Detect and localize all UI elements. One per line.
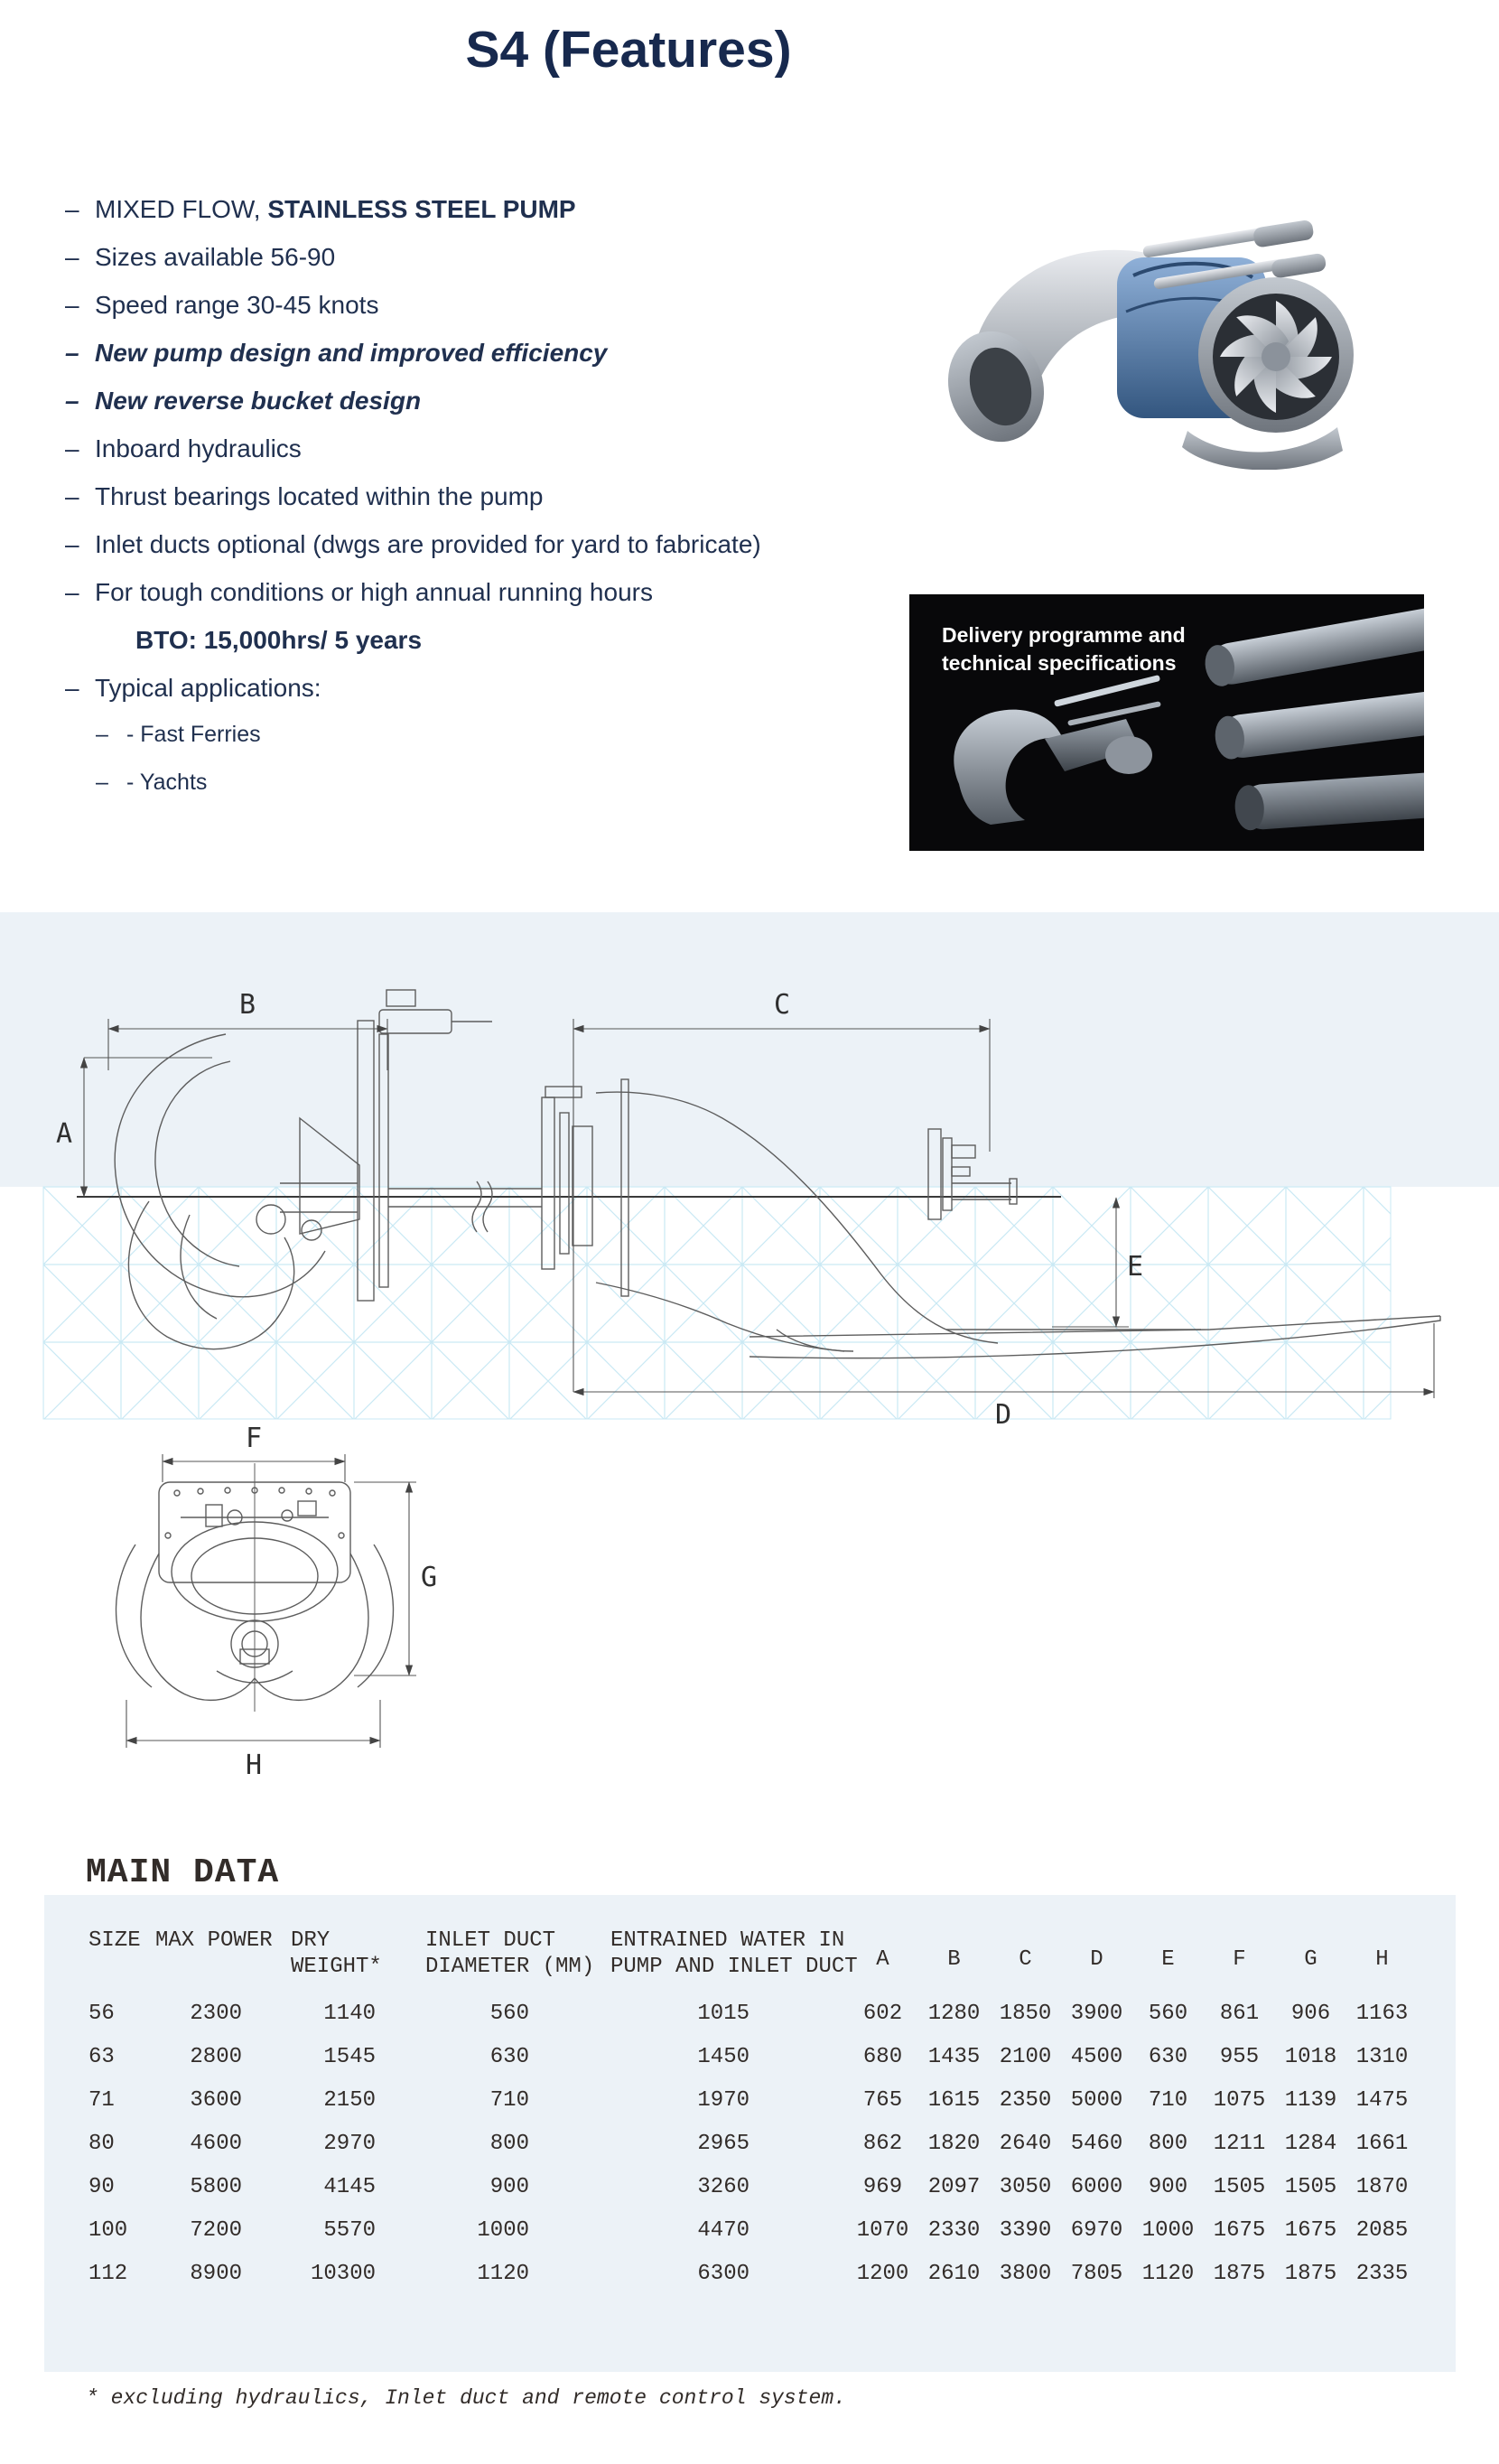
bullet-dash: – bbox=[65, 578, 79, 606]
feature-text: Typical applications: bbox=[95, 674, 321, 702]
list-item bbox=[0, 482, 867, 530]
table-cell: 2330 bbox=[927, 2218, 981, 2243]
table-cell: 3900 bbox=[1070, 2002, 1123, 2026]
transom-view-drawing bbox=[116, 1463, 394, 1712]
bullet-dash: – bbox=[65, 195, 79, 223]
bullet-dash: – bbox=[65, 339, 79, 367]
col-header-entrained-water: ENTRAINED WATER IN PUMP AND INLET DUCT bbox=[610, 1928, 858, 1979]
page-title: S4 (Features) bbox=[465, 21, 792, 79]
table-cell: 1000 bbox=[477, 2218, 529, 2243]
table-cell: 1970 bbox=[697, 2088, 750, 2113]
table-cell: 1675 bbox=[1213, 2218, 1266, 2243]
feature-text: Speed range 30-45 knots bbox=[95, 291, 379, 319]
table-cell: 1675 bbox=[1284, 2218, 1337, 2243]
feature-text: MIXED FLOW, STAINLESS STEEL PUMP bbox=[95, 195, 576, 223]
dim-label-e: E bbox=[1127, 1251, 1144, 1283]
table-footnote: * excluding hydraulics, Inlet duct and remote control system. bbox=[86, 2386, 846, 2410]
feature-text: Sizes available 56-90 bbox=[95, 243, 336, 271]
table-cell: 10300 bbox=[310, 2262, 376, 2286]
table-cell: 4145 bbox=[323, 2175, 376, 2199]
dim-label-a: A bbox=[56, 1118, 73, 1150]
table-cell: 2610 bbox=[927, 2262, 981, 2286]
table-cell: 630 bbox=[1148, 2045, 1188, 2069]
table-cell: 1139 bbox=[1284, 2088, 1337, 2113]
table-cell: 1284 bbox=[1284, 2132, 1337, 2156]
bullet-dash: – bbox=[65, 434, 79, 462]
table-row bbox=[86, 2166, 1418, 2209]
bullet-dash: – bbox=[96, 770, 108, 795]
dim-label-h: H bbox=[245, 1750, 263, 1779]
table-cell: 1870 bbox=[1355, 2175, 1409, 2199]
table-cell: 862 bbox=[862, 2132, 903, 2156]
bullet-dash: – bbox=[65, 387, 79, 415]
table-cell: 4600 bbox=[190, 2132, 242, 2156]
table-cell: 1200 bbox=[856, 2262, 909, 2286]
table-cell: 765 bbox=[862, 2088, 903, 2113]
table-cell: 906 bbox=[1290, 2002, 1331, 2026]
list-item-sub bbox=[0, 722, 867, 770]
table-cell: 112 bbox=[88, 2262, 128, 2286]
list-item-bto bbox=[0, 626, 867, 674]
table-cell: 680 bbox=[862, 2045, 903, 2069]
table-cell: 969 bbox=[862, 2175, 903, 2199]
table-cell: 2100 bbox=[999, 2045, 1052, 2069]
table-cell: 80 bbox=[88, 2132, 115, 2156]
list-item bbox=[0, 434, 867, 482]
table-row bbox=[86, 2253, 1418, 2296]
table-cell: 2970 bbox=[323, 2132, 376, 2156]
table-cell: 71 bbox=[88, 2088, 115, 2113]
table-cell: 3800 bbox=[999, 2262, 1052, 2286]
feature-text: New pump design and improved efficiency bbox=[95, 339, 608, 367]
table-cell: 3600 bbox=[190, 2088, 242, 2113]
table-cell: 2350 bbox=[999, 2088, 1052, 2113]
table-cell: 1015 bbox=[697, 2002, 750, 2026]
bullet-dash: – bbox=[65, 291, 79, 319]
list-item bbox=[0, 387, 867, 434]
table-cell: 7200 bbox=[190, 2218, 242, 2243]
table-cell: 4470 bbox=[697, 2218, 750, 2243]
list-item bbox=[0, 195, 867, 243]
reverse-bucket-render bbox=[1182, 427, 1343, 470]
table-cell: 63 bbox=[88, 2045, 115, 2069]
col-header-h: H bbox=[1375, 1947, 1389, 1972]
dim-label-d: D bbox=[994, 1399, 1012, 1431]
table-header-row bbox=[86, 1895, 1418, 1993]
table-cell: 900 bbox=[489, 2175, 529, 2199]
table-cell: 2150 bbox=[323, 2088, 376, 2113]
main-data-heading: MAIN DATA bbox=[86, 1853, 280, 1892]
list-item bbox=[0, 339, 867, 387]
table-cell: 1120 bbox=[1141, 2262, 1195, 2286]
table-cell: 1163 bbox=[1355, 2002, 1409, 2026]
list-item bbox=[0, 578, 867, 626]
table-cell: 1211 bbox=[1213, 2132, 1266, 2156]
dimension-drawing bbox=[0, 912, 1499, 1779]
table-cell: 90 bbox=[88, 2175, 115, 2199]
list-item bbox=[0, 291, 867, 339]
feature-text: - Fast Ferries bbox=[126, 722, 261, 747]
table-cell: 100 bbox=[88, 2218, 128, 2243]
feature-text: Inlet ducts optional (dwgs are provided for yard to fabricate) bbox=[95, 530, 761, 558]
table-cell: 1070 bbox=[856, 2218, 909, 2243]
table-cell: 2335 bbox=[1355, 2262, 1409, 2286]
table-cell: 1875 bbox=[1284, 2262, 1337, 2286]
col-header-dry-weight: DRY WEIGHT* bbox=[291, 1928, 382, 1979]
table-cell: 5000 bbox=[1070, 2088, 1123, 2113]
bullet-dash: – bbox=[65, 674, 79, 702]
table-cell: 1000 bbox=[1141, 2218, 1195, 2243]
table-cell: 630 bbox=[489, 2045, 529, 2069]
list-item bbox=[0, 674, 867, 722]
table-cell: 4500 bbox=[1070, 2045, 1123, 2069]
table-cell: 3260 bbox=[697, 2175, 750, 2199]
bullet-dash: – bbox=[96, 722, 108, 747]
table-cell: 710 bbox=[1148, 2088, 1188, 2113]
table-cell: 1120 bbox=[477, 2262, 529, 2286]
impeller-nozzle-render bbox=[1198, 277, 1354, 433]
table-cell: 1450 bbox=[697, 2045, 750, 2069]
delivery-programme-banner bbox=[909, 594, 1424, 851]
table-cell: 2640 bbox=[999, 2132, 1052, 2156]
table-cell: 2965 bbox=[697, 2132, 750, 2156]
table-cell: 955 bbox=[1219, 2045, 1260, 2069]
table-cell: 560 bbox=[1148, 2002, 1188, 2026]
feature-text: For tough conditions or high annual running hours bbox=[95, 578, 653, 606]
table-cell: 1140 bbox=[323, 2002, 376, 2026]
list-item-sub bbox=[0, 770, 867, 817]
col-header-g: G bbox=[1304, 1947, 1317, 1972]
feature-list bbox=[0, 195, 867, 817]
dim-label-g: G bbox=[421, 1562, 438, 1593]
col-header-f: F bbox=[1233, 1947, 1246, 1972]
feature-text: BTO: 15,000hrs/ 5 years bbox=[135, 626, 423, 654]
table-cell: 6970 bbox=[1070, 2218, 1123, 2243]
col-header-e: E bbox=[1161, 1947, 1175, 1972]
col-header-d: D bbox=[1090, 1947, 1103, 1972]
table-cell: 56 bbox=[88, 2002, 115, 2026]
list-item bbox=[0, 243, 867, 291]
feature-text: Thrust bearings located within the pump bbox=[95, 482, 544, 510]
bullet-dash: – bbox=[65, 530, 79, 558]
feature-text: - Yachts bbox=[126, 770, 208, 795]
table-cell: 800 bbox=[489, 2132, 529, 2156]
table-cell: 1505 bbox=[1284, 2175, 1337, 2199]
table-cell: 1280 bbox=[927, 2002, 981, 2026]
table-cell: 2085 bbox=[1355, 2218, 1409, 2243]
table-cell: 2800 bbox=[190, 2045, 242, 2069]
table-cell: 1875 bbox=[1213, 2262, 1266, 2286]
table-cell: 602 bbox=[862, 2002, 903, 2026]
col-header-inlet-duct: INLET DUCT DIAMETER (MM) bbox=[425, 1928, 595, 1979]
waterjet-product-image bbox=[917, 203, 1377, 470]
table-cell: 5800 bbox=[190, 2175, 242, 2199]
col-header-max-power: MAX POWER bbox=[155, 1928, 273, 1953]
col-header-a: A bbox=[876, 1947, 889, 1972]
table-cell: 1850 bbox=[999, 2002, 1052, 2026]
table-row bbox=[86, 1993, 1418, 2036]
crosshatch-grid bbox=[43, 1187, 1391, 1419]
table-cell: 1615 bbox=[927, 2088, 981, 2113]
table-cell: 6000 bbox=[1070, 2175, 1123, 2199]
table-cell: 1310 bbox=[1355, 2045, 1409, 2069]
main-data-table bbox=[86, 1895, 1418, 2296]
table-cell: 1545 bbox=[323, 2045, 376, 2069]
bullet-dash: – bbox=[65, 482, 79, 510]
table-cell: 3050 bbox=[999, 2175, 1052, 2199]
table-row bbox=[86, 2036, 1418, 2079]
table-row bbox=[86, 2079, 1418, 2123]
main-data-panel bbox=[44, 1895, 1456, 2372]
table-row bbox=[86, 2209, 1418, 2253]
table-cell: 560 bbox=[489, 2002, 529, 2026]
table-cell: 2300 bbox=[190, 2002, 242, 2026]
feature-text: New reverse bucket design bbox=[95, 387, 422, 415]
table-row bbox=[86, 2123, 1418, 2166]
table-cell: 900 bbox=[1148, 2175, 1188, 2199]
table-cell: 1475 bbox=[1355, 2088, 1409, 2113]
table-cell: 1075 bbox=[1213, 2088, 1266, 2113]
table-cell: 710 bbox=[489, 2088, 529, 2113]
table-cell: 2097 bbox=[927, 2175, 981, 2199]
table-cell: 1018 bbox=[1284, 2045, 1337, 2069]
drawing-panel-bg bbox=[0, 912, 1499, 1187]
table-cell: 7805 bbox=[1070, 2262, 1123, 2286]
col-header-size: SIZE bbox=[88, 1928, 141, 1953]
dim-label-f: F bbox=[245, 1423, 263, 1454]
list-item bbox=[0, 530, 867, 578]
table-cell: 5570 bbox=[323, 2218, 376, 2243]
dim-label-c: C bbox=[773, 989, 791, 1021]
table-cell: 1435 bbox=[927, 2045, 981, 2069]
col-header-c: C bbox=[1019, 1947, 1032, 1972]
main-data-tbody bbox=[86, 1993, 1418, 2296]
feature-text: Inboard hydraulics bbox=[95, 434, 302, 462]
dim-label-b: B bbox=[238, 989, 256, 1021]
banner-title: Delivery programme and technical specifications bbox=[942, 623, 1186, 675]
table-cell: 1505 bbox=[1213, 2175, 1266, 2199]
table-cell: 861 bbox=[1219, 2002, 1260, 2026]
col-header-b: B bbox=[947, 1947, 961, 1972]
table-cell: 1661 bbox=[1355, 2132, 1409, 2156]
table-cell: 3390 bbox=[999, 2218, 1052, 2243]
table-cell: 8900 bbox=[190, 2262, 242, 2286]
table-cell: 5460 bbox=[1070, 2132, 1123, 2156]
table-cell: 800 bbox=[1148, 2132, 1188, 2156]
table-cell: 1820 bbox=[927, 2132, 981, 2156]
bullet-dash: – bbox=[65, 243, 79, 271]
table-cell: 6300 bbox=[697, 2262, 750, 2286]
